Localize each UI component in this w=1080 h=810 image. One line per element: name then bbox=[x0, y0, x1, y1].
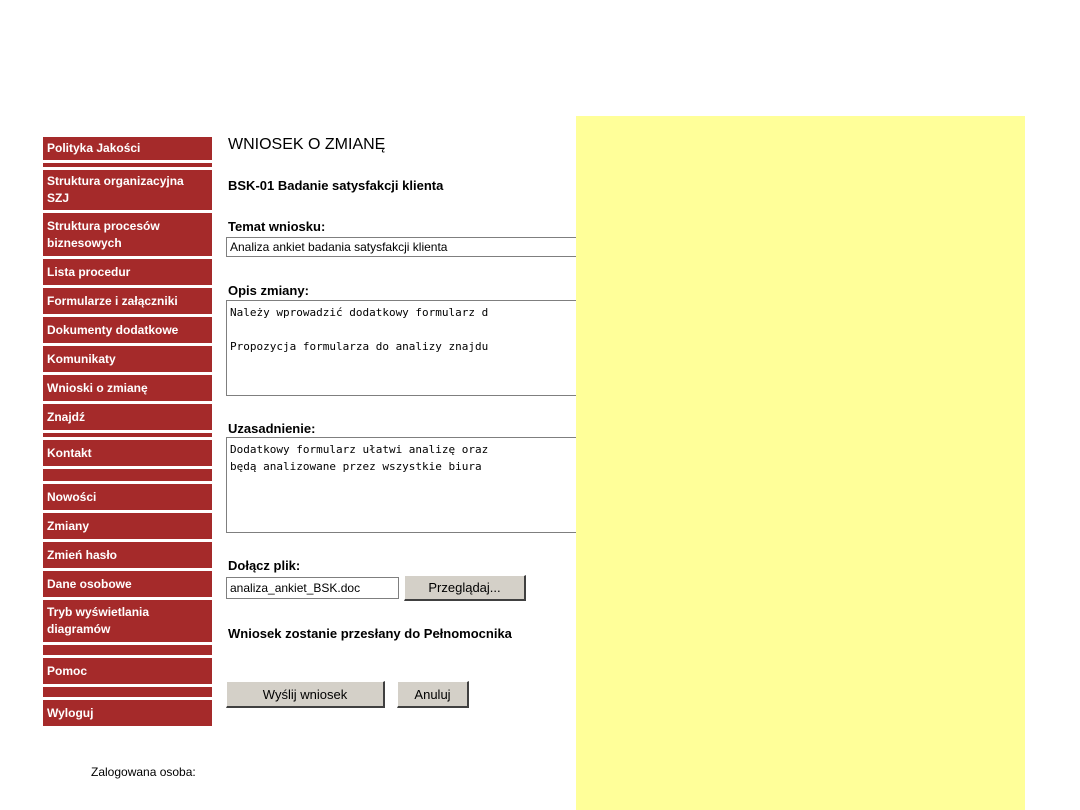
sidebar-item-polityka-jakosci[interactable] bbox=[43, 137, 212, 160]
sidebar-divider bbox=[43, 469, 212, 481]
sidebar-divider bbox=[43, 433, 212, 437]
sidebar-item-label: Dane osobowe bbox=[47, 576, 132, 591]
sidebar-item-label: Polityka Jakości bbox=[47, 141, 141, 155]
sidebar-item-zmien-haslo[interactable] bbox=[43, 542, 212, 568]
sidebar-item-znajdz[interactable] bbox=[43, 404, 212, 430]
sidebar-item-komunikaty[interactable] bbox=[43, 346, 212, 372]
topic-input[interactable]: Analiza ankiet badania satysfakcji klienta bbox=[226, 237, 586, 257]
sidebar-item-label: Zmień hasło bbox=[47, 547, 118, 562]
browse-button[interactable]: Przeglądaj... bbox=[404, 575, 526, 601]
justification-label: Uzasadnienie: bbox=[228, 421, 316, 436]
description-textarea[interactable]: Należy wprowadzić dodatkowy formularz d Propozycja formularza do analizy znajdu bbox=[226, 300, 586, 396]
sidebar-item-zmiany[interactable] bbox=[43, 513, 212, 539]
sidebar-item-struktura-organizacyjna[interactable] bbox=[43, 170, 212, 210]
sidebar-item-label: Dokumenty dodatkowe bbox=[47, 322, 179, 337]
sidebar-item-label: Lista procedur bbox=[47, 264, 131, 279]
sidebar-divider bbox=[43, 163, 212, 167]
sidebar-item-dane-osobowe[interactable] bbox=[43, 571, 212, 597]
logged-in-label: Zalogowana osoba: bbox=[91, 765, 196, 779]
page-title: WNIOSEK O ZMIANĘ bbox=[228, 136, 386, 153]
procedure-name: BSK-01 Badanie satysfakcji klienta bbox=[228, 178, 444, 193]
sidebar-item-pomoc[interactable] bbox=[43, 658, 212, 684]
sidebar-item-label: Znajdź bbox=[47, 409, 85, 424]
submit-button[interactable]: Wyślij wniosek bbox=[226, 681, 385, 708]
justification-textarea[interactable]: Dodatkowy formularz ułatwi analizę oraz będą analizowane przez wszystkie biura bbox=[226, 437, 586, 533]
sidebar-item-label: Wyloguj bbox=[47, 705, 94, 720]
topic-label: Temat wniosku: bbox=[228, 219, 326, 234]
sidebar-item-lista-procedur[interactable] bbox=[43, 259, 212, 285]
description-label: Opis zmiany: bbox=[228, 283, 309, 298]
sidebar-item-nowosci[interactable] bbox=[43, 484, 212, 510]
sidebar-divider bbox=[43, 645, 212, 655]
sidebar-item-label: Formularze i załączniki bbox=[47, 293, 178, 308]
yellow-overlay-panel bbox=[576, 116, 1025, 810]
sidebar-item-tryb-wyswietlania[interactable] bbox=[43, 600, 212, 642]
attach-file-label: Dołącz plik: bbox=[228, 558, 301, 573]
sidebar-item-label: Struktura procesów biznesowych bbox=[47, 218, 160, 250]
sidebar-item-label: Struktura organizacyjna SZJ bbox=[47, 174, 184, 205]
sidebar-item-wnioski-o-zmiane[interactable] bbox=[43, 375, 212, 401]
sidebar-item-label: Nowości bbox=[47, 489, 97, 504]
sidebar-item-label: Kontakt bbox=[47, 445, 92, 460]
sidebar-item-dokumenty-dodatkowe[interactable] bbox=[43, 317, 212, 343]
sidebar-nav bbox=[43, 137, 212, 729]
sidebar-item-label: Pomoc bbox=[47, 663, 88, 678]
sidebar-item-label: Wnioski o zmianę bbox=[47, 380, 148, 395]
sidebar-item-wyloguj[interactable] bbox=[43, 700, 212, 726]
sidebar-item-formularze[interactable] bbox=[43, 288, 212, 314]
sidebar-item-struktura-procesow[interactable] bbox=[43, 213, 212, 256]
file-path-input[interactable]: analiza_ankiet_BSK.doc bbox=[226, 577, 399, 599]
sidebar-item-kontakt[interactable] bbox=[43, 440, 212, 466]
submission-notice: Wniosek zostanie przesłany do Pełnomocnika bbox=[228, 626, 512, 641]
sidebar-item-label: Komunikaty bbox=[47, 351, 116, 366]
sidebar-item-label: Tryb wyświetlania diagramów bbox=[47, 605, 150, 636]
cancel-button[interactable]: Anuluj bbox=[397, 681, 469, 708]
sidebar-item-label: Zmiany bbox=[47, 518, 90, 533]
sidebar-divider bbox=[43, 687, 212, 697]
